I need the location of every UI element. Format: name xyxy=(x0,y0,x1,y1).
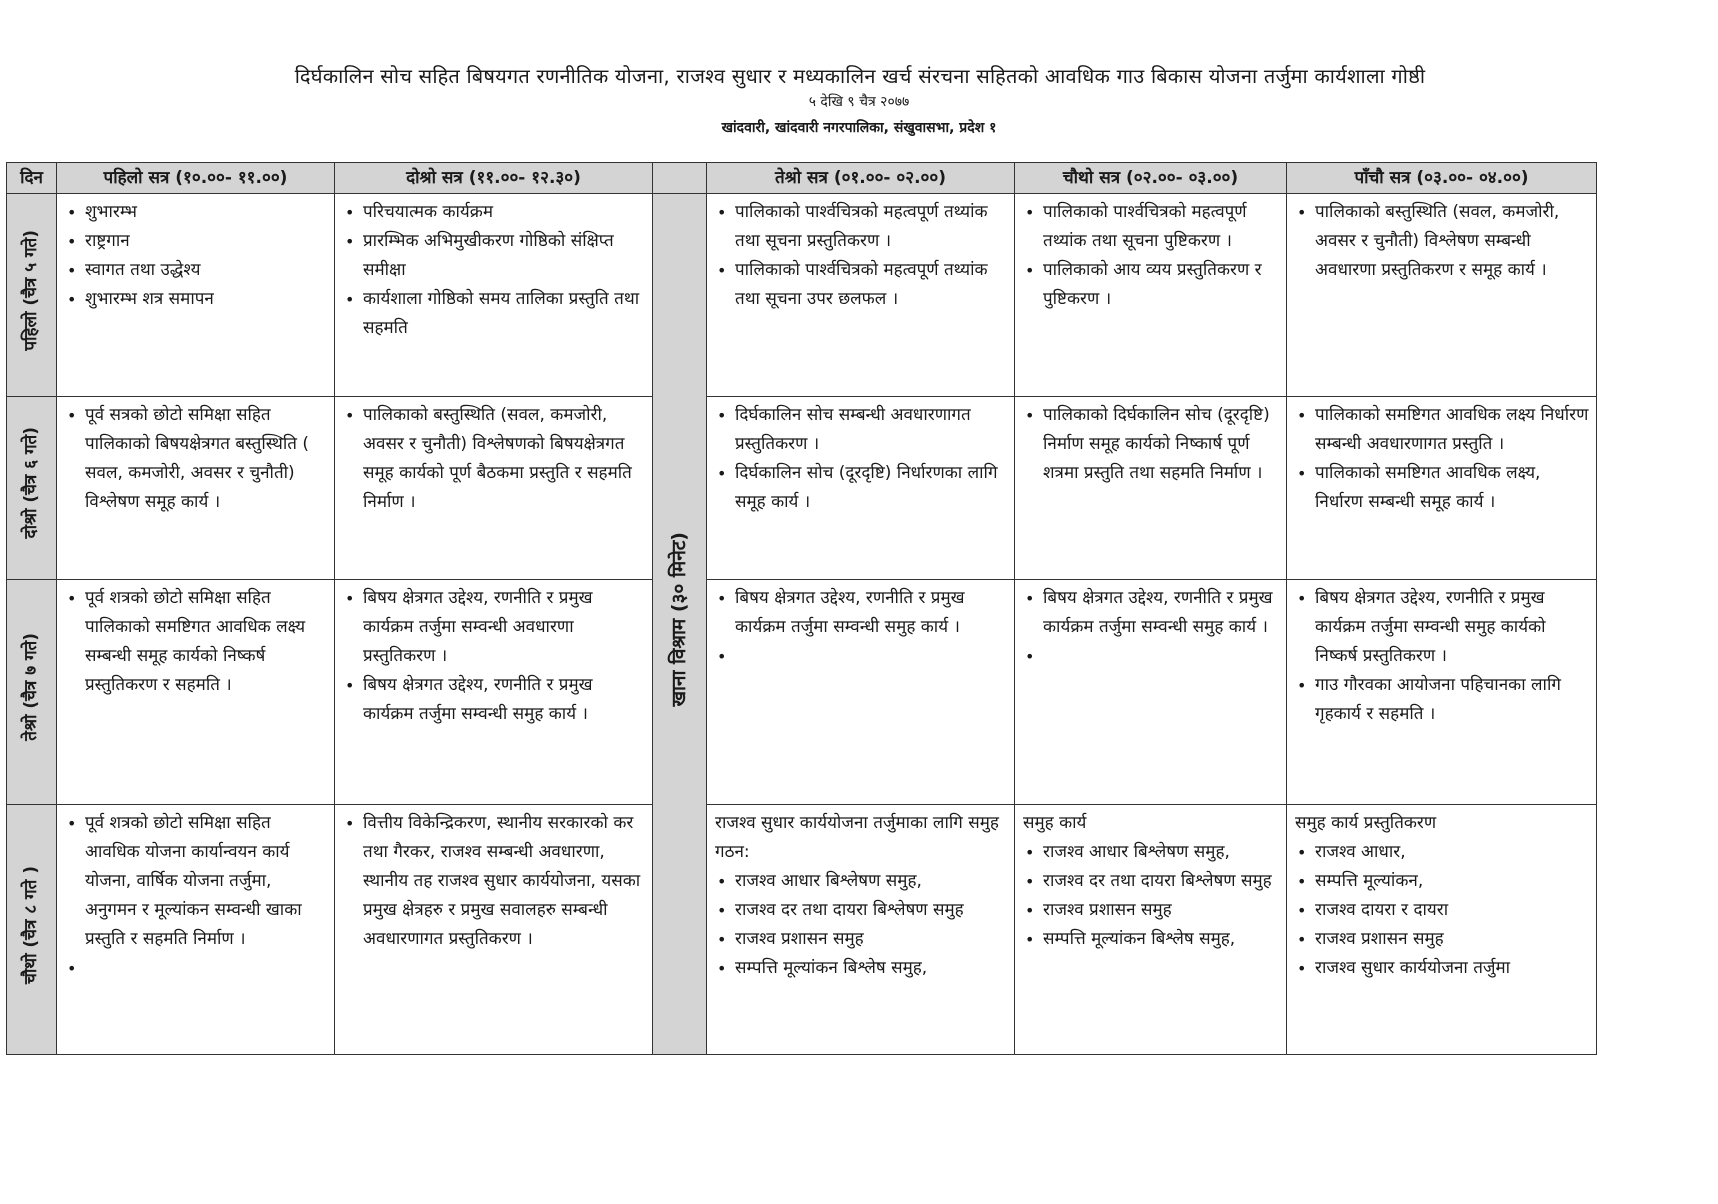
list-item: • पालिकाको पार्श्वचित्रको महत्वपूर्ण तथ्यांक तथा सूचना उपर छलफल । xyxy=(733,256,1008,314)
session-cell xyxy=(1287,580,1597,805)
list-item xyxy=(1041,642,1280,671)
list-item: • पालिकाको समष्टिगत आवधिक लक्ष्य, निर्धारण सम्बन्धी समूह कार्य । xyxy=(1313,459,1590,517)
document-dates: ५ देखि ९ चैत्र २०७७ xyxy=(808,94,910,110)
list-item: • राष्ट्रगान xyxy=(83,227,328,256)
column-header-day: दिन xyxy=(7,163,57,194)
list-item: • बिषय क्षेत्रगत उद्देश्य, रणनीति र प्रमुख कार्यक्रम तर्जुमा सम्वन्धी अवधारणा प्रस्तुतिकरण । xyxy=(361,584,646,671)
table-row xyxy=(7,397,1597,580)
table-row xyxy=(7,580,1597,805)
day-label-cell xyxy=(7,397,57,580)
lunch-break-label: खाना विश्राम (३० मिनेट) xyxy=(668,531,690,707)
list-item: • राजश्व आधार, xyxy=(1313,838,1590,867)
session-cell xyxy=(1015,580,1287,805)
list-item: • बिषय क्षेत्रगत उद्देश्य, रणनीति र प्रमुख कार्यक्रम तर्जुमा सम्वन्धी समुह कार्य । xyxy=(361,671,646,729)
list-item: • बिषय क्षेत्रगत उद्देश्य, रणनीति र प्रमुख कार्यक्रम तर्जुमा सम्वन्धी समुह कार्य । xyxy=(733,584,1008,642)
session-cell xyxy=(57,194,335,397)
list-item: • परिचयात्मक कार्यक्रम xyxy=(361,198,646,227)
lunch-break-cell xyxy=(653,194,707,1055)
session-cell xyxy=(707,397,1015,580)
list-item: • दिर्घकालिन सोच (दूरदृष्टि) निर्धारणका लागि समूह कार्य । xyxy=(733,459,1008,517)
session-cell xyxy=(1015,194,1287,397)
list-item: • राजश्व दर तथा दायरा बिश्लेषण समुह xyxy=(1041,867,1280,896)
list-item: • वित्तीय विकेन्द्रिकरण, स्थानीय सरकारको कर तथा गैरकर, राजश्व सम्बन्धी अवधारणा, स्थानीय तह राजश्व सुधार कार्ययोजना, यसका प्रमुख क्षेत्रहरु र प्रमुख सवालहरु सम्बन्धी अवधारणागत प्रस्तुतिकरण । xyxy=(361,809,646,954)
list-item: • दिर्घकालिन सोच सम्बन्धी अवधारणागत प्रस्तुतिकरण । xyxy=(733,401,1008,459)
list-item: • बिषय क्षेत्रगत उद्देश्य, रणनीति र प्रमुख कार्यक्रम तर्जुमा सम्वन्धी समुह कार्य । xyxy=(1041,584,1280,642)
day-label: तेश्रो (चैत्र ७ गते) xyxy=(21,633,41,741)
session-cell xyxy=(707,805,1015,1055)
list-item: • राजश्व प्रशासन समुह xyxy=(1313,925,1590,954)
list-item: • पालिकाको आय व्यय प्रस्तुतिकरण र पुष्टिकरण । xyxy=(1041,256,1280,314)
list-item: • सम्पत्ति मूल्यांकन बिश्लेष समुह, xyxy=(1041,925,1280,954)
session-cell xyxy=(335,805,653,1055)
list-item: • पालिकाको बस्तुस्थिति (सवल, कमजोरी, अवसर र चुनौती) विश्लेषण सम्बन्धी अवधारणा प्रस्तुतिकरण र समूह कार्य । xyxy=(1313,198,1590,285)
schedule-table xyxy=(6,162,1597,1055)
list-item: • सम्पत्ति मूल्यांकन बिश्लेष समुह, xyxy=(733,954,1008,983)
list-item: • राजश्व दायरा र दायरा xyxy=(1313,896,1590,925)
session-cell xyxy=(1287,805,1597,1055)
list-item: • पालिकाको बस्तुस्थिति (सवल, कमजोरी, अवसर र चुनौती) विश्लेषणको बिषयक्षेत्रगत समूह कार्यको पूर्ण बैठकमा प्रस्तुति र सहमति निर्माण । xyxy=(361,401,646,517)
list-item: • राजश्व प्रशासन समुह xyxy=(733,925,1008,954)
list-item: • राजश्व सुधार कार्ययोजना तर्जुमा xyxy=(1313,954,1590,983)
list-item: • पालिकाको समष्टिगत आवधिक लक्ष्य निर्धारण सम्बन्धी अवधारणागत प्रस्तुति । xyxy=(1313,401,1590,459)
list-item: • राजश्व प्रशासन समुह xyxy=(1041,896,1280,925)
list-item: • गाउ गौरवका आयोजना पहिचानका लागि गृहकार्य र सहमति । xyxy=(1313,671,1590,729)
list-item: • पालिकाको दिर्घकालिन सोच (दूरदृष्टि) निर्माण समूह कार्यको निष्कार्ष पूर्ण शत्रमा प्रस्तुति तथा सहमति निर्माण । xyxy=(1041,401,1280,488)
session-cell xyxy=(335,397,653,580)
list-item: • पूर्व शत्रको छोटो समिक्षा सहित पालिकाको समष्टिगत आवधिक लक्ष्य सम्बन्धी समूह कार्यको निष्कर्ष प्रस्तुतिकरण र सहमति । xyxy=(83,584,328,700)
day-label-cell xyxy=(7,580,57,805)
document-venue: खांदवारी, खांदवारी नगरपालिका, संखुवासभा, प्रदेश १ xyxy=(721,120,997,136)
session-intro-text: राजश्व सुधार कार्ययोजना तर्जुमाका लागि समुह गठन: xyxy=(715,813,999,862)
list-item: • राजश्व दर तथा दायरा बिश्लेषण समुह xyxy=(733,896,1008,925)
list-item: • स्वागत तथा उद्धेश्य xyxy=(83,256,328,285)
session-cell xyxy=(57,580,335,805)
session-cell xyxy=(335,580,653,805)
list-item: • राजश्व आधार बिश्लेषण समुह, xyxy=(733,867,1008,896)
list-item: • प्रारम्भिक अभिमुखीकरण गोष्ठिको संक्षिप्त समीक्षा xyxy=(361,227,646,285)
session-cell xyxy=(335,194,653,397)
column-header-break xyxy=(653,163,707,194)
list-item: • पालिकाको पार्श्वचित्रको महत्वपूर्ण तथ्यांक तथा सूचना प्रस्तुतिकरण । xyxy=(733,198,1008,256)
day-label-cell xyxy=(7,805,57,1055)
day-label-cell xyxy=(7,194,57,397)
list-item xyxy=(83,954,328,983)
day-label: चौथो (चैत्र ८ गते ) xyxy=(21,865,41,984)
day-label: पहिलो (चैत्र ५ गते) xyxy=(21,229,41,351)
list-item: • राजश्व आधार बिश्लेषण समुह, xyxy=(1041,838,1280,867)
table-row xyxy=(7,805,1597,1055)
list-item: • कार्यशाला गोष्ठिको समय तालिका प्रस्तुति तथा सहमति xyxy=(361,285,646,343)
document-title: दिर्घकालिन सोच सहित बिषयगत रणनीतिक योजना, राजश्व सुधार र मध्यकालिन खर्च संरचना सहितको आवधिक गाउ बिकास योजना तर्जुमा कार्यशाला गोष्ठी xyxy=(294,64,1426,88)
session-cell xyxy=(707,194,1015,397)
column-header-session-1: पहिलो सत्र (१०.००- ११.००) xyxy=(57,163,335,194)
column-header-session-2: दोश्रो सत्र (११.००- १२.३०) xyxy=(335,163,653,194)
session-cell xyxy=(57,805,335,1055)
list-item xyxy=(733,642,1008,671)
session-cell xyxy=(1015,805,1287,1055)
table-row xyxy=(7,194,1597,397)
session-cell xyxy=(1015,397,1287,580)
list-item: • सम्पत्ति मूल्यांकन, xyxy=(1313,867,1590,896)
column-header-session-3: तेश्रो सत्र (०१.००- ०२.००) xyxy=(707,163,1015,194)
list-item: • पूर्व शत्रको छोटो समिक्षा सहित आवधिक योजना कार्यान्वयन कार्य योजना, वार्षिक योजना तर्जुमा, अनुगमन र मूल्यांकन सम्वन्धी खाका प्रस्तुति र सहमति निर्माण । xyxy=(83,809,328,954)
table-header-row xyxy=(7,163,1597,194)
list-item: • शुभारम्भ xyxy=(83,198,328,227)
session-intro-text: समुह कार्य प्रस्तुतिकरण xyxy=(1295,813,1437,833)
session-cell xyxy=(707,580,1015,805)
column-header-session-4: चौथो सत्र (०२.००- ०३.००) xyxy=(1015,163,1287,194)
list-item: • पालिकाको पार्श्वचित्रको महत्वपूर्ण तथ्यांक तथा सूचना पुष्टिकरण । xyxy=(1041,198,1280,256)
session-cell xyxy=(1287,397,1597,580)
day-label: दोश्रो (चैत्र ६ गते) xyxy=(21,427,41,539)
list-item: • शुभारम्भ शत्र समापन xyxy=(83,285,328,314)
session-cell xyxy=(57,397,335,580)
session-intro-text: समुह कार्य xyxy=(1023,813,1087,833)
list-item: • बिषय क्षेत्रगत उद्देश्य, रणनीति र प्रमुख कार्यक्रम तर्जुमा सम्वन्धी समुह कार्यको निष्कर्ष प्रस्तुतिकरण । xyxy=(1313,584,1590,671)
list-item: • पूर्व सत्रको छोटो समिक्षा सहित पालिकाको बिषयक्षेत्रगत बस्तुस्थिति ( सवल, कमजोरी, अवसर र चुनौती) विश्लेषण समूह कार्य । xyxy=(83,401,328,517)
column-header-session-5: पाँचौ सत्र (०३.००- ०४.००) xyxy=(1287,163,1597,194)
session-cell xyxy=(1287,194,1597,397)
